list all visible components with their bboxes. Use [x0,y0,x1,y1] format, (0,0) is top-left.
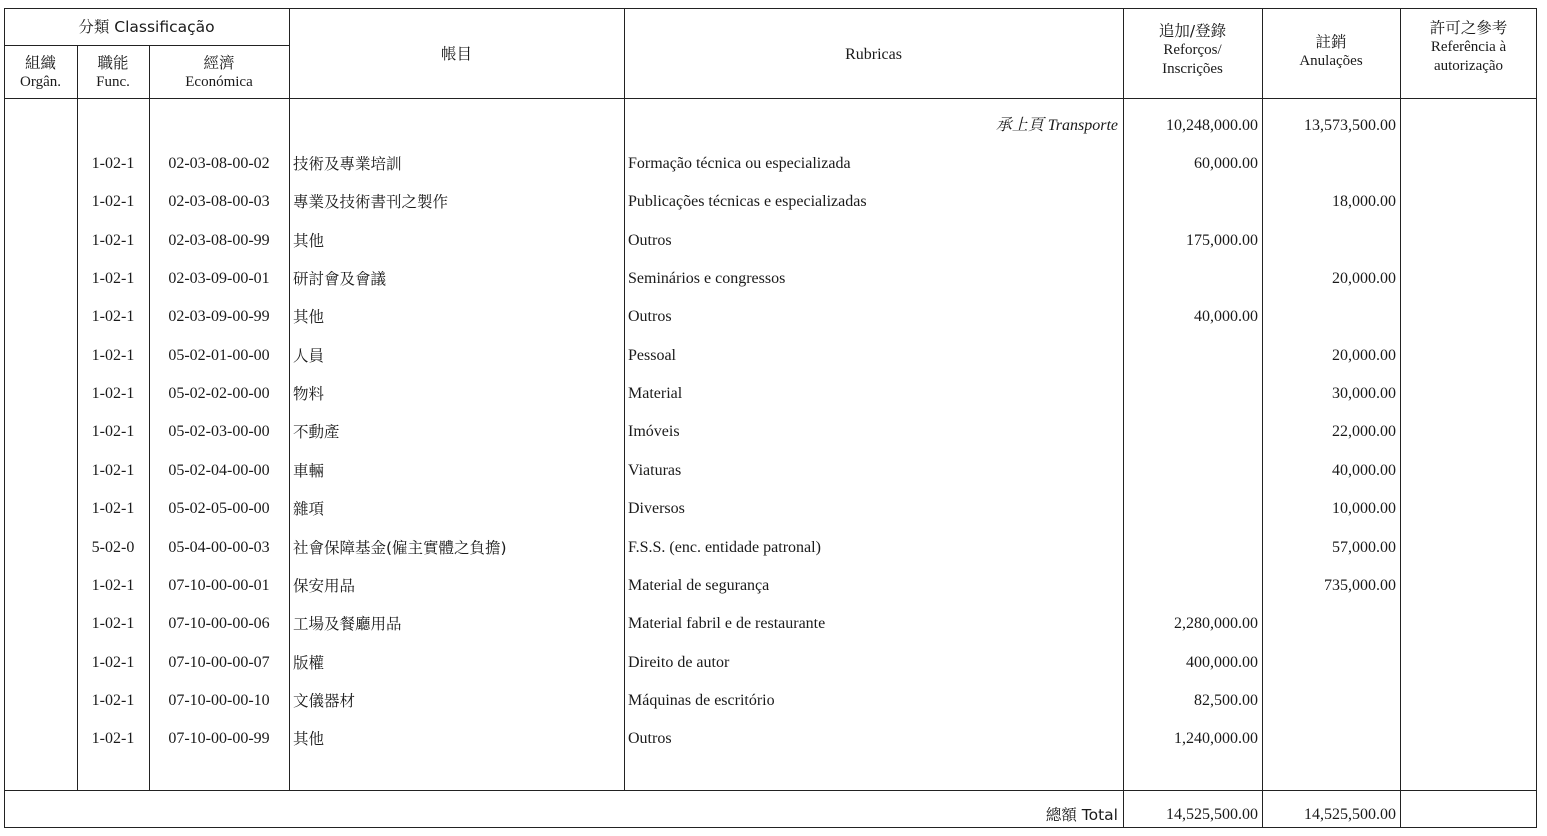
row-rubrica-pt: Outros [628,730,672,747]
row-func-code: 1-02-1 [91,308,135,325]
organ-header-pt: Orgân. [20,74,61,90]
row-rubrica-pt: Outros [628,232,672,249]
row-econ-code: 07-10-00-00-10 [168,692,270,709]
total-reinforcements: 14,525,500.00 [1166,806,1258,823]
row-func-code: 1-02-1 [91,155,135,172]
row-rubrica-pt: Pessoal [628,347,676,364]
row-account-zh: 版權 [293,654,325,672]
reinforce-header-zh: 追加/登錄 [1158,22,1227,40]
rubricas-header: Rubricas [845,46,902,63]
row-reinforcement: 175,000.00 [1186,232,1258,249]
row-func-code: 5-02-0 [91,539,135,556]
row-reinforcement: 82,500.00 [1194,692,1258,709]
row-account-zh: 其他 [293,730,325,748]
row-rubrica-pt: Máquinas de escritório [628,692,775,709]
row-econ-code: 02-03-09-00-01 [168,270,270,287]
row-rubrica-pt: Seminários e congressos [628,270,786,287]
row-account-zh: 車輛 [293,462,325,480]
row-divider [4,45,289,46]
cancel-header-pt: Anulações [1299,53,1363,69]
row-func-code: 1-02-1 [91,462,135,479]
row-econ-code: 05-02-03-00-00 [168,423,270,440]
row-cancellation: 30,000.00 [1332,385,1396,402]
row-rubrica-pt: Imóveis [628,423,680,440]
row-econ-code: 05-02-01-00-00 [168,347,270,364]
row-rubrica-pt: Material fabril e de restaurante [628,615,826,632]
row-account-zh: 物料 [293,385,325,403]
row-econ-code: 05-02-05-00-00 [168,500,270,517]
row-func-code: 1-02-1 [91,577,135,594]
row-func-code: 1-02-1 [91,193,135,210]
row-account-zh: 文儀器材 [293,692,356,710]
row-econ-code: 02-03-08-00-99 [168,232,270,249]
econ-header [149,54,289,92]
row-func-code: 1-02-1 [91,615,135,632]
organ-header [4,54,77,92]
total-label: 總額 Total [1045,806,1118,824]
row-account-zh: 不動產 [293,423,340,441]
row-cancellation: 20,000.00 [1332,347,1396,364]
row-reinforcement: 400,000.00 [1186,654,1258,671]
row-reinforcement: 40,000.00 [1194,308,1258,325]
reinforce-header-pt1: Reforços/ [1163,42,1222,58]
row-rubrica-pt: Formação técnica ou especializada [628,155,851,172]
row-econ-code: 07-10-00-00-07 [168,654,270,671]
row-econ-code: 02-03-08-00-03 [168,193,270,210]
row-account-zh: 專業及技術書刊之製作 [293,193,449,211]
row-cancellation: 10,000.00 [1332,500,1396,517]
row-rubrica-pt: Diversos [628,500,685,517]
row-cancellation: 735,000.00 [1324,577,1396,594]
reinforce-header-pt2: Inscrições [1162,61,1223,77]
row-account-zh: 其他 [293,232,325,250]
row-cancellation: 40,000.00 [1332,462,1396,479]
row-func-code: 1-02-1 [91,692,135,709]
row-func-code: 1-02-1 [91,347,135,364]
row-reinforcement: 2,280,000.00 [1174,615,1258,632]
row-account-zh: 雜項 [293,500,325,518]
classification-header: 分類 Classificação [78,18,215,36]
func-header-pt: Func. [96,74,130,90]
total-cancellations: 14,525,500.00 [1304,806,1396,823]
row-rubrica-pt: Viaturas [628,462,682,479]
row-rubrica-pt: Publicações técnicas e especializadas [628,193,867,210]
row-func-code: 1-02-1 [91,730,135,747]
cancel-header [1262,33,1400,71]
row-econ-code: 07-10-00-00-06 [168,615,270,632]
row-rubrica-pt: Material [628,385,683,402]
row-cancellation: 18,000.00 [1332,193,1396,210]
row-rubrica-pt: Material de segurança [628,577,770,594]
row-account-zh: 研討會及會議 [293,270,387,288]
row-econ-code: 07-10-00-00-01 [168,577,270,594]
row-cancellation: 22,000.00 [1332,423,1396,440]
account-header: 帳目 [440,45,472,63]
transport-reinforcements: 10,248,000.00 [1166,117,1258,134]
row-func-code: 1-02-1 [91,654,135,671]
row-econ-code: 05-02-04-00-00 [168,462,270,479]
row-econ-code: 07-10-00-00-99 [168,730,270,747]
row-rubrica-pt: Direito de autor [628,654,730,671]
col-divider [289,8,290,790]
row-account-zh: 保安用品 [293,577,356,595]
organ-header-zh: 組織 [24,54,56,72]
transport-cancellations: 13,573,500.00 [1304,117,1396,134]
ref-header-zh: 許可之參考 [1429,19,1508,37]
ref-header [1400,19,1537,76]
row-account-zh: 人員 [293,347,325,365]
row-econ-code: 02-03-09-00-99 [168,308,270,325]
row-econ-code: 05-04-00-00-03 [168,539,270,556]
econ-header-pt: Económica [185,74,253,90]
row-func-code: 1-02-1 [91,500,135,517]
ref-header-pt2: autorização [1433,58,1504,74]
row-account-zh: 其他 [293,308,325,326]
col-divider [1400,8,1401,828]
row-rubrica-pt: F.S.S. (enc. entidade patronal) [628,539,821,556]
row-account-zh: 技術及專業培訓 [293,155,402,173]
ref-header-pt1: Referência à [1430,39,1507,55]
row-rubrica-pt: Outros [628,308,672,325]
row-func-code: 1-02-1 [91,385,135,402]
transport-label: 承上頁 Transporte [995,117,1118,134]
row-divider [4,98,1537,99]
func-header [77,54,149,92]
row-func-code: 1-02-1 [91,270,135,287]
row-account-zh: 社會保障基金(僱主實體之負擔) [293,539,507,557]
row-econ-code: 05-02-02-00-00 [168,385,270,402]
row-account-zh: 工場及餐廳用品 [293,615,402,633]
row-reinforcement: 1,240,000.00 [1174,730,1258,747]
func-header-zh: 職能 [97,54,129,72]
cancel-header-zh: 註銷 [1315,33,1347,51]
row-reinforcement: 60,000.00 [1194,155,1258,172]
row-divider [4,790,1537,791]
row-cancellation: 20,000.00 [1332,270,1396,287]
row-func-code: 1-02-1 [91,232,135,249]
row-econ-code: 02-03-08-00-02 [168,155,270,172]
reinforce-header [1123,22,1262,79]
econ-header-zh: 經濟 [203,54,235,72]
row-cancellation: 57,000.00 [1332,539,1396,556]
row-func-code: 1-02-1 [91,423,135,440]
